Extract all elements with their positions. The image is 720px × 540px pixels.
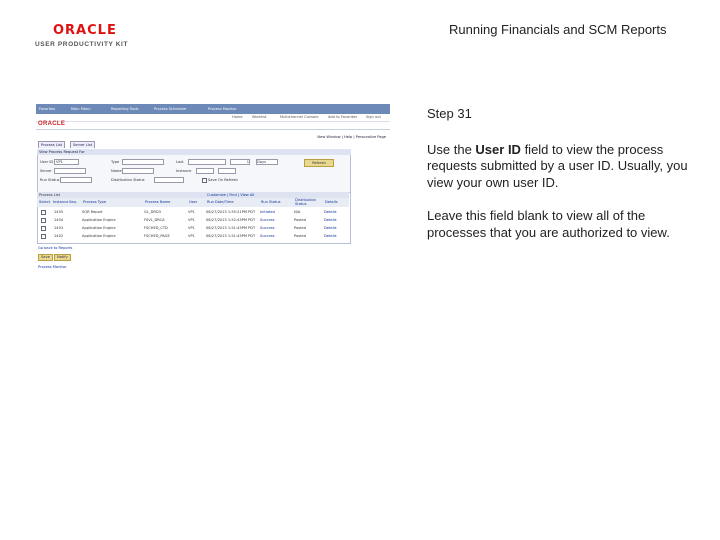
row-name: FSCHED_CTD (144, 226, 168, 230)
row-user: VP1 (188, 234, 195, 238)
notify-button[interactable]: Notify (54, 254, 71, 261)
server-select[interactable] (54, 168, 86, 174)
nav-bar (36, 104, 390, 114)
document-title: Running Financials and SCM Reports (449, 22, 667, 37)
step-label: Step 31 (427, 106, 472, 121)
instruction-paragraph-1 (427, 142, 692, 192)
row-date: 06/27/2013 1:55:21PM PDT (206, 210, 256, 214)
name-field[interactable] (122, 168, 154, 174)
save-on-refresh-checkbox[interactable] (202, 178, 207, 183)
top-link[interactable]: Worklist (252, 115, 267, 119)
row-instance: 1402 (54, 234, 64, 238)
oracle-logo-text: ORACLE (53, 23, 117, 38)
row-name: GL_DRD3 (144, 210, 161, 214)
row-dist: N/A (294, 210, 301, 214)
instruction-paragraph-2: Leave this field blank to view all of the processes that you are authorized to view. (427, 208, 670, 240)
top-links (36, 114, 390, 122)
top-link[interactable]: Sign out (366, 115, 381, 119)
row-dist: Posted (294, 226, 307, 230)
filter-section-title: View Process Request For (37, 149, 351, 155)
oracle-upk-logo (35, 23, 129, 48)
row-details-link[interactable]: Details (324, 210, 337, 214)
grid-title: Process List (39, 193, 61, 197)
col-process-type[interactable]: Process Type (83, 200, 107, 204)
help-link[interactable]: Help (344, 135, 353, 139)
col-user[interactable]: User (189, 200, 198, 204)
row-status[interactable]: Success (260, 226, 275, 230)
row-date: 06/27/2013 1:51:43PM PDT (206, 234, 256, 238)
type-label: Type (111, 160, 120, 164)
row-date: 06/27/2013 1:52:43PM PDT (206, 218, 256, 222)
row-select-checkbox[interactable] (41, 226, 46, 231)
top-link[interactable]: Add to Favorites (328, 115, 358, 119)
col-select[interactable]: Select (39, 200, 51, 204)
field-name-highlight: User ID (475, 141, 521, 157)
run-status-label: Run Status (40, 178, 60, 182)
last-value-field[interactable]: 1 (230, 159, 250, 165)
instruction-text: field to view the process requests submitted by a user ID. Usually, you view your own user ID. (427, 141, 688, 190)
nav-item[interactable]: Process Monitor (208, 107, 237, 111)
col-seq[interactable]: Seq. (69, 200, 77, 204)
row-select-checkbox[interactable] (41, 210, 46, 215)
row-type: Application Engine (82, 234, 116, 238)
personalize-link[interactable]: Personalize Page (355, 135, 386, 139)
row-name: FSVL_DRCA (144, 218, 165, 222)
row-details-link[interactable]: Details (324, 218, 337, 222)
column-headers (37, 198, 349, 207)
refresh-button[interactable]: Refresh (304, 159, 334, 167)
process-monitor-screenshot (36, 104, 390, 274)
row-type: SQR Report (82, 210, 103, 214)
col-dist-status[interactable]: Distribution Status (295, 198, 316, 206)
row-status[interactable]: Initiated (260, 210, 275, 214)
divider (36, 129, 390, 130)
instance-to-field[interactable] (218, 168, 236, 174)
row-select-checkbox[interactable] (41, 234, 46, 239)
user-id-field[interactable]: VP1 (54, 159, 79, 165)
top-link[interactable]: Multichannel Console (280, 115, 319, 119)
tab-process-list[interactable]: Process List (38, 141, 65, 148)
row-type: Application Engine (82, 218, 116, 222)
row-dist: Posted (294, 234, 307, 238)
last-label: Last (176, 160, 184, 164)
user-id-label: User ID (40, 160, 54, 164)
col-run-status[interactable]: Run Status (261, 200, 281, 204)
type-select[interactable] (122, 159, 164, 165)
go-back-link[interactable]: Go back to Reports (38, 246, 73, 250)
row-status[interactable]: Success (260, 234, 275, 238)
dist-status-select[interactable] (154, 177, 184, 183)
row-instance: 1403 (54, 226, 64, 230)
tab-server-list[interactable]: Server List (70, 141, 95, 148)
oracle-mini-logo: ORACLE (38, 121, 66, 127)
new-window-link[interactable]: New Window (317, 135, 341, 139)
instruction-panel (427, 106, 692, 258)
upk-logo-text: USER PRODUCTIVITY KIT (35, 41, 129, 48)
nav-item[interactable]: Favorites (39, 107, 56, 111)
row-user: VP1 (188, 218, 195, 222)
row-user: VP1 (188, 226, 195, 230)
nav-item[interactable]: Reporting Tools (111, 107, 139, 111)
dist-status-label: Distribution Status (111, 178, 145, 182)
instance-label: Instance (176, 169, 192, 173)
row-date: 06/27/2013 1:51:43PM PDT (206, 226, 256, 230)
row-instance: 1405 (54, 210, 64, 214)
instance-from-field[interactable] (196, 168, 214, 174)
window-links: New Window | Help | Personalize Page (317, 135, 386, 139)
row-details-link[interactable]: Details (324, 226, 337, 230)
row-user: VP1 (188, 210, 195, 214)
col-process-name[interactable]: Process Name (145, 200, 171, 204)
row-name: FSCHED_PAGE (144, 234, 170, 238)
col-instance[interactable]: Instance (53, 200, 69, 204)
grid-nav-links[interactable]: Customize | Find | View All (207, 193, 255, 197)
row-type: Application Engine (82, 226, 116, 230)
process-monitor-link[interactable]: Process Monitor (38, 265, 67, 269)
row-details-link[interactable]: Details (324, 234, 337, 238)
save-on-refresh-label: Save On Refresh (208, 178, 238, 182)
row-dist: Posted (294, 218, 307, 222)
run-status-select[interactable] (60, 177, 92, 183)
name-label: Name (111, 169, 122, 173)
last-unit-select[interactable]: Days (256, 159, 278, 165)
top-link[interactable]: Home (232, 115, 243, 119)
instruction-text: Use the (427, 141, 476, 157)
row-select-checkbox[interactable] (41, 218, 46, 223)
save-button[interactable]: Save (38, 254, 53, 261)
col-run-date[interactable]: Run Date/Time (207, 200, 234, 204)
last-select[interactable] (188, 159, 226, 165)
row-instance: 1404 (54, 218, 64, 222)
nav-item[interactable]: Process Scheduler (154, 107, 187, 111)
nav-item[interactable]: Main Menu (71, 107, 91, 111)
col-details[interactable]: Details (325, 200, 338, 204)
server-label: Server (40, 169, 52, 173)
row-status[interactable]: Success (260, 218, 275, 222)
